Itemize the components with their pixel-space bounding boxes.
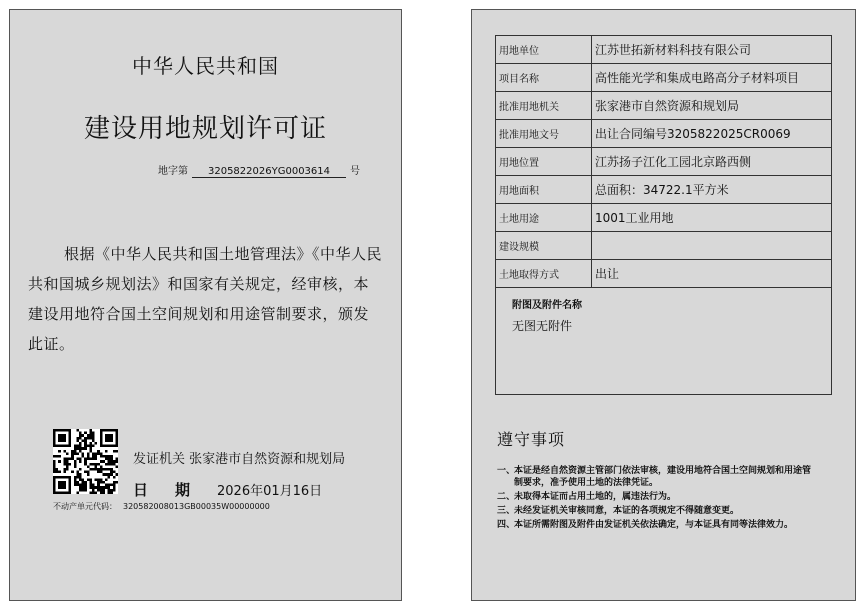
certificate-body-text: 根据《中华人民共和国土地管理法》《中华人民共和国城乡规划法》和国家有关规定，经审核，本建设用地符合国土空间规划和用途管制要求，颁发此证。 — [28, 245, 383, 353]
row-value: 出让 — [592, 260, 832, 288]
table-row — [496, 260, 832, 288]
table-row — [496, 92, 832, 120]
certificate-detail-page — [471, 9, 856, 601]
row-label: 建设规模 — [496, 232, 592, 260]
document-number-suffix: 号 — [350, 166, 360, 177]
attachments-label: 附图及附件名称 — [512, 300, 582, 311]
row-label: 用地位置 — [496, 148, 592, 176]
issuer-label: 发证机关 — [133, 452, 186, 467]
note-number: 一、 — [497, 466, 516, 476]
row-label: 项目名称 — [496, 64, 592, 92]
issuer-name: 张家港市自然资源和规划局 — [189, 452, 346, 467]
country-name: 中华人民共和国 — [132, 54, 279, 78]
certificate-title: 建设用地规划许可证 — [83, 114, 327, 144]
certificate-body — [28, 239, 384, 359]
table-row — [496, 176, 832, 204]
attachments-row — [496, 288, 832, 395]
table-row — [496, 64, 832, 92]
table-row — [496, 232, 832, 260]
table-row — [496, 120, 832, 148]
table-row — [496, 204, 832, 232]
note-text: 未经发证机关审核同意，本证的各项规定不得随意变更。 — [514, 506, 740, 516]
document-number: 3205822026YG0003614 — [192, 166, 346, 178]
row-label: 批准用地机关 — [496, 92, 592, 120]
issue-date-value: 2026年01月16日 — [217, 484, 323, 499]
issue-date-label: 日期 — [133, 481, 218, 499]
row-label: 用地面积 — [496, 176, 592, 204]
note-item — [497, 465, 817, 489]
unit-code-line — [53, 501, 270, 512]
unit-code-value: 320582008013GB00035W00000000 — [123, 502, 270, 511]
table-row — [496, 148, 832, 176]
qr-code — [53, 429, 118, 494]
row-label: 土地用途 — [496, 204, 592, 232]
notes-list — [497, 465, 817, 533]
unit-code-label: 不动产单元代码： — [53, 502, 117, 511]
row-value: 江苏扬子江化工园北京路西侧 — [592, 148, 832, 176]
row-value: 1001工业用地 — [592, 204, 832, 232]
row-value: 张家港市自然资源和规划局 — [592, 92, 832, 120]
row-value: 高性能光学和集成电路高分子材料项目 — [592, 64, 832, 92]
note-text: 本证所需附图及附件由发证机关依法确定，与本证具有同等法律效力。 — [514, 520, 794, 530]
land-info-table — [495, 35, 832, 395]
note-number: 二、 — [497, 492, 516, 502]
document-number-prefix: 地字第 — [158, 166, 188, 177]
certificate-front-page — [9, 9, 402, 601]
document-number-line — [158, 162, 360, 178]
note-number: 四、 — [497, 520, 516, 530]
row-value — [592, 232, 832, 260]
table-row — [496, 36, 832, 64]
row-value: 江苏世拓新材料科技有限公司 — [592, 36, 832, 64]
attachments-cell — [496, 288, 832, 395]
note-number: 三、 — [497, 506, 516, 516]
row-label: 批准用地文号 — [496, 120, 592, 148]
note-text: 未取得本证而占用土地的，属违法行为。 — [514, 492, 677, 502]
row-value: 总面积：34722.1平方米 — [592, 176, 832, 204]
issue-date-line — [133, 479, 322, 500]
row-value: 出让合同编号3205822025CR0069 — [592, 120, 832, 148]
row-label: 土地取得方式 — [496, 260, 592, 288]
attachments-value: 无图无附件 — [512, 319, 573, 333]
row-label: 用地单位 — [496, 36, 592, 64]
note-item — [497, 491, 817, 503]
note-item — [497, 505, 817, 517]
issuer-line — [133, 448, 345, 467]
note-item — [497, 519, 817, 531]
note-text: 本证是经自然资源主管部门依法审核，建设用地符合国土空间规划和用途管制要求，准予使用土地的法律凭证。 — [514, 466, 812, 488]
notes-title: 遵守事项 — [497, 430, 566, 449]
